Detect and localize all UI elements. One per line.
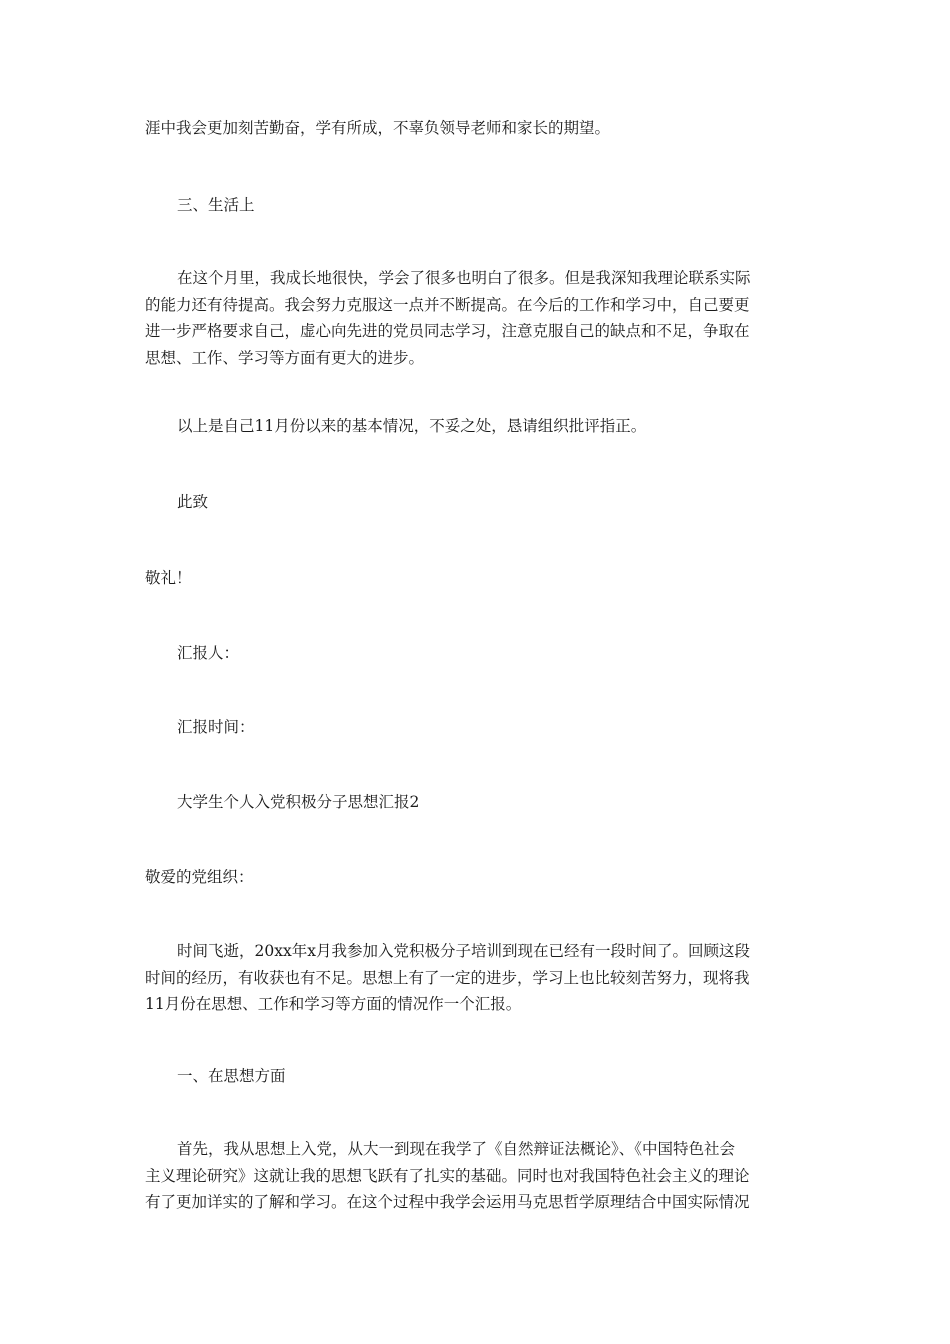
continuation-line: 涯中我会更加刻苦勤奋，学有所成，不辜负领导老师和家长的期望。 [145,119,611,137]
paragraph-line: 时间的经历，有收获也有不足。思想上有了一定的进步，学习上也比较刻苦努力，现将我 [145,968,750,987]
document-title-2: 大学生个人入党积极分子思想汇报2 [177,793,420,811]
paragraph-line: 的能力还有待提高。我会努力克服这一点并不断提高。在今后的工作和学习中，自己要更 [145,295,750,314]
paragraph-thought [145,1136,807,1216]
paragraph-intro [145,938,807,1018]
paragraph-line: 在这个月里，我成长地很快，学会了很多也明白了很多。但是我深知我理论联系实际 [177,269,751,287]
paragraph-line: 思想、工作、学习等方面有更大的进步。 [145,348,425,367]
closing-regards: 此致 [177,493,209,511]
paragraph-line: 时间飞逝，20xx年x月我参加入党积极分子培训到现在已经有一段时间了。回顾这段 [177,942,750,960]
paragraph-line: 11月份在思想、工作和学习等方面的情况作一个汇报。 [145,995,522,1013]
salutation: 敬爱的党组织： [145,868,254,886]
closing-salute: 敬礼！ [145,569,192,587]
paragraph-line: 进一步严格要求自己，虚心向先进的党员同志学习，注意克服自己的缺点和不足，争取在 [145,322,750,340]
paragraph-line: 主义理论研究》这就让我的思想飞跃有了扎实的基础。同时也对我国特色社会主义的理论 [145,1166,750,1185]
heading-life: 三、生活上 [177,196,255,214]
paragraph-summary: 以上是自己11月份以来的基本情况，不妥之处，恳请组织批评指正。 [177,417,647,435]
paragraph-line: 首先，我从思想上入党，从大一到现在我学了《自然辩证法概论》、《中国特色社会 [177,1140,736,1158]
paragraph-life [145,265,807,371]
heading-thought: 一、在思想方面 [177,1067,286,1085]
report-time-label: 汇报时间： [177,718,255,736]
paragraph-line: 有了更加详实的了解和学习。在这个过程中我学会运用马克思哲学原理结合中国实际情况 [145,1193,750,1211]
reporter-label: 汇报人： [177,644,240,662]
